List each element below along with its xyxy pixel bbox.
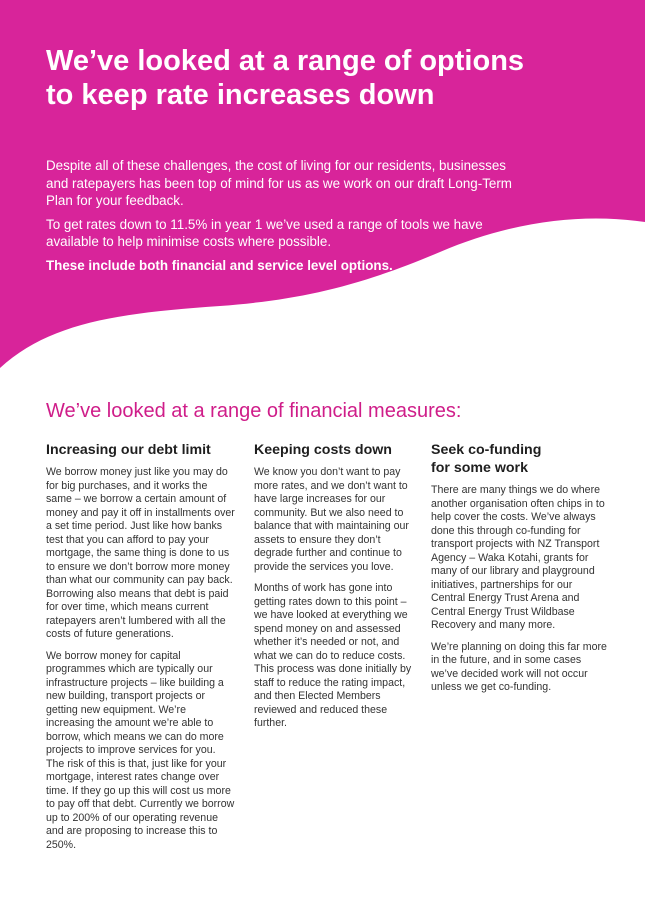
column-paragraph: We borrow money for capital programmes which are typically our infrastructure projects – like building a new building, transport projects or getting new equipment. We’re increasing the amount we’re able to borrow, which means we can do more projects to improve services for you. The risk of this is that, just like for your mortgage, interest rates change over time. If they go up this will cost us more to pay off that debt. Currently we borrow up to 200% of our operating revenue and are proposing to increase this to 250%. — [46, 649, 235, 851]
page-title — [46, 44, 626, 112]
intro-paragraph-1: Despite all of these challenges, the cost of living for our residents, businesses and ratepayers has been top of mind for us as we work on our draft Long-Term Plan for your feedback. — [46, 158, 512, 209]
column-paragraph: We borrow money just like you may do for big purchases, and it works the same – we borrow a certain amount of money and pay it off in installments over a set time period. Just like how banks test that you can afford to pay your mortgage, the same thing is done to us to ensure we don’t borrow more money than what our community can pay back. Borrowing also means that debt is paid for over time, which means current ratepayers aren’t lumbered with all the costs of future generations. — [46, 466, 235, 640]
intro-paragraph-3: These include both financial and service level options. — [46, 257, 393, 273]
column-paragraph: There are many things we do where another organisation often chips in to help cover the costs. We’ve always done this through co-funding for transport projects with NZ Transport Agency – Waka Kotahi, grants for many of our library and playground initiatives, partnerships for our Central Energy Trust Arena and Central Energy Trust Wildbase Recovery and many more. — [431, 484, 605, 631]
column-heading-debt-limit: Increasing our debt limit — [46, 442, 211, 458]
page-title-line-2: to keep rate increases down — [46, 79, 435, 111]
column-paragraph: Months of work has gone into getting rates down to this point – we have looked at everything we spend money on and assessed whether it’s needed or not, and what we can do to reduce costs. This process was done initially by staff to reduce the rating impact, and then Elected Members reviewed and reduced these further. — [254, 582, 412, 729]
column-heading-co-funding-line-2: for some work — [431, 460, 528, 476]
column-heading-co-funding — [431, 441, 609, 477]
column-debt-limit — [46, 441, 236, 860]
column-keeping-costs-down — [254, 441, 416, 739]
column-heading-keeping-costs-down: Keeping costs down — [254, 442, 392, 458]
section-heading: We’ve looked at a range of financial measures: — [46, 400, 462, 422]
column-paragraph: We know you don’t want to pay more rates, and we don’t want to have large increases for our community. But we also need to balance that with maintaining our assets to ensure they don’t degrade further and continue to provide the services you love. — [254, 466, 409, 573]
hero-intro — [46, 157, 516, 281]
column-co-funding — [431, 441, 609, 703]
column-heading-co-funding-line-1: Seek co-funding — [431, 442, 542, 458]
hero-banner — [0, 0, 645, 372]
intro-paragraph-2: To get rates down to 11.5% in year 1 we’ve used a range of tools we have available to help minimise costs where possible. — [46, 216, 483, 250]
column-paragraph: We’re planning on doing this far more in the future, and in some cases we’ve decided work will not occur unless we get co-funding. — [431, 640, 607, 693]
page-title-line-1: We’ve looked at a range of options — [46, 45, 525, 77]
